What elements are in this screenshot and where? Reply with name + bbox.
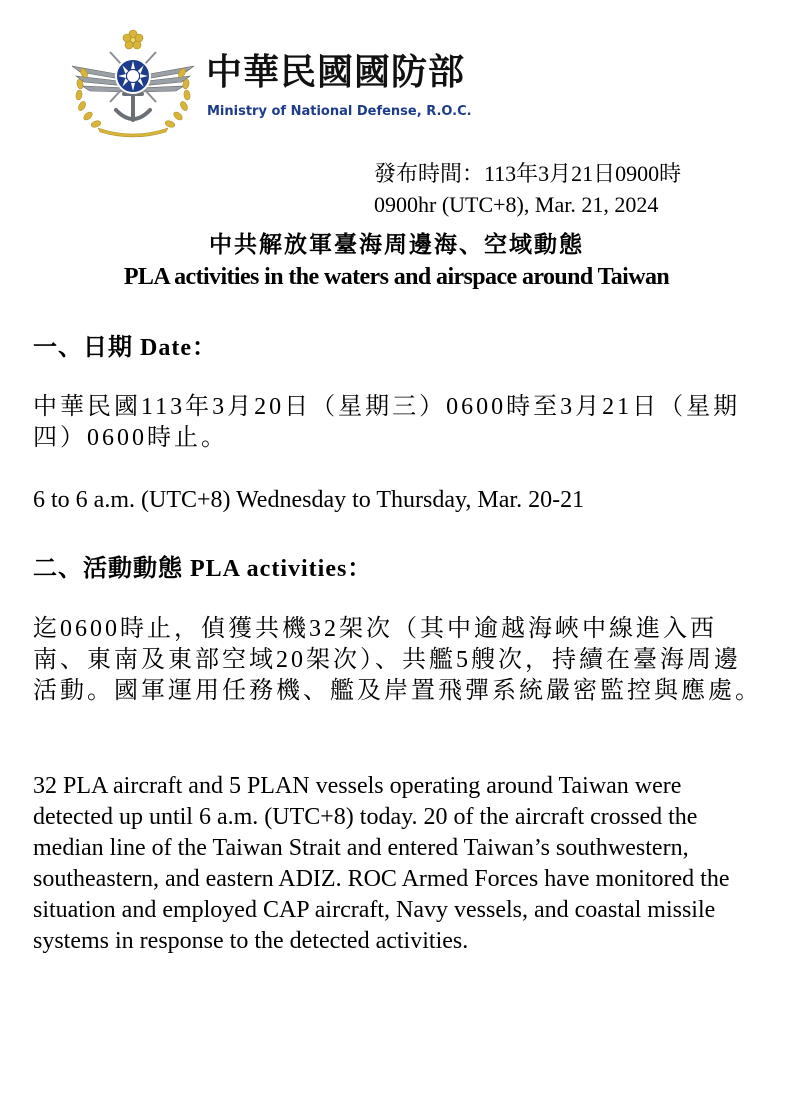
release-time	[374, 158, 681, 220]
date-text-cn: 中華民國113年3月20日（星期三）0600時至3月21日（星期四）0600時止。	[33, 394, 741, 451]
page-title-cn: 中共解放軍臺海周邊海、空域動態	[209, 232, 584, 258]
page-title-en: PLA activities in the waters and airspace around Taiwan	[123, 264, 670, 290]
org-name-cn: 中華民國國防部	[206, 52, 466, 93]
mnd-emblem-icon	[58, 28, 208, 140]
activities-text-cn: 迄0600時止，偵獲共機32架次（其中逾越海峽中線進入西南、東南及東部空域20架次）、共艦5艘次，持續在臺海周邊活動。國軍運用任務機、艦及岸置飛彈系統嚴密監控與應處。	[33, 616, 762, 704]
release-time-en: 0900hr (UTC+8), Mar. 21, 2024	[374, 192, 659, 217]
release-time-cn: 發布時間：113年3月21日0900時	[374, 161, 682, 186]
date-text-en: 6 to 6 a.m. (UTC+8) Wednesday to Thursday, Mar. 20-21	[33, 487, 585, 513]
org-name-en: Ministry of National Defense, R.O.C.	[207, 104, 472, 119]
date-section-heading: 一、日期 Date：	[33, 335, 217, 361]
activities-text-en: 32 PLA aircraft and 5 PLAN vessels operating around Taiwan were detected up until 6 a.m. (UTC+8) today. 20 of the aircraft crossed the median line of the Taiwan Strait and entered Taiwan’s southwestern, southeastern, and eastern ADIZ. ROC Armed Forces have monitored the situation and employed CAP aircraft, Navy vessels, and coastal missile systems in response to the detected activities.	[33, 773, 730, 954]
activities-section-heading: 二、活動動態 PLA activities：	[33, 556, 373, 582]
